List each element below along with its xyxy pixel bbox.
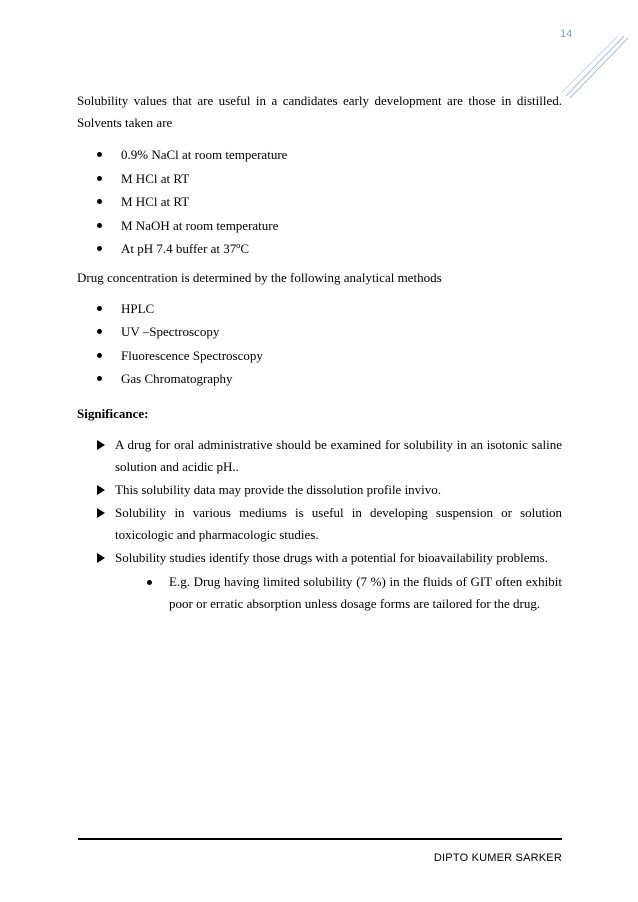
list-item-text: Gas Chromatography xyxy=(121,371,233,386)
list-item xyxy=(147,571,562,615)
bullet-icon xyxy=(97,353,102,358)
arrow-bullet-icon xyxy=(97,553,105,563)
list-item xyxy=(97,547,562,615)
bullet-icon xyxy=(97,246,102,251)
solvent-list xyxy=(77,143,562,261)
list-item-text: E.g. Drug having limited solubility (7 %) in the fluids of GIT often exhibit poor or erratic absorption unless dosage forms are tailored for the drug. xyxy=(169,573,562,611)
sub-list xyxy=(115,571,562,615)
footer-author: DIPTO KUMER SARKER xyxy=(433,852,562,864)
list-item-text: A drug for oral administrative should be examined for solubility in an isotonic saline solution and acidic pH.. xyxy=(115,436,562,474)
list-item-text: At pH 7.4 buffer at 37ºC xyxy=(121,241,249,256)
list-item-text: Solubility studies identify those drugs with a potential for bioavailability problems. xyxy=(115,549,548,565)
list-item xyxy=(97,479,562,501)
list-item xyxy=(97,434,562,478)
list-item xyxy=(97,502,562,546)
intro-line-1: Solubility values that are useful in a candidates early development are those in distilled. xyxy=(77,93,562,108)
intro-line-2: Solvents taken are xyxy=(77,115,173,130)
list-item xyxy=(97,237,562,261)
arrow-bullet-icon xyxy=(97,485,105,495)
list-item xyxy=(97,167,562,191)
list-item-text: 0.9% NaCl at room temperature xyxy=(121,147,288,162)
significance-list xyxy=(77,434,562,615)
list-item-text: Fluorescence Spectroscopy xyxy=(121,347,263,363)
list-item xyxy=(97,190,562,214)
list-item-text: This solubility data may provide the dissolution profile invivo. xyxy=(115,481,442,497)
footer-rule xyxy=(78,838,562,840)
list-item-text: M HCl at RT xyxy=(121,170,190,186)
bullet-icon xyxy=(147,580,152,585)
bullet-icon xyxy=(97,199,102,204)
list-item-text: M HCl at RT xyxy=(121,194,190,209)
list-item-text: M NaOH at room temperature xyxy=(121,217,279,233)
list-item xyxy=(97,214,562,238)
list-item-text: HPLC xyxy=(121,300,155,316)
bullet-icon xyxy=(97,223,102,228)
methods-intro: Drug concentration is determined by the following analytical methods xyxy=(77,269,442,285)
arrow-bullet-icon xyxy=(97,440,105,450)
bullet-icon xyxy=(97,152,102,157)
page-body xyxy=(77,90,562,616)
list-item xyxy=(97,344,562,368)
list-item xyxy=(97,297,562,321)
methods-list xyxy=(77,297,562,391)
arrow-bullet-icon xyxy=(97,508,105,518)
intro-paragraph xyxy=(77,90,562,134)
list-item xyxy=(97,143,562,167)
list-item xyxy=(97,367,562,391)
significance-heading: Significance: xyxy=(77,405,149,421)
page-number: 14 xyxy=(560,28,573,40)
bullet-icon xyxy=(97,376,102,381)
list-item-text: UV –Spectroscopy xyxy=(121,324,220,339)
bullet-icon xyxy=(97,176,102,181)
list-item-text: Solubility in various mediums is useful in developing suspension or solution toxicologic and pharmacologic studies. xyxy=(115,504,562,542)
bullet-icon xyxy=(97,306,102,311)
bullet-icon xyxy=(97,329,102,334)
list-item xyxy=(97,320,562,344)
